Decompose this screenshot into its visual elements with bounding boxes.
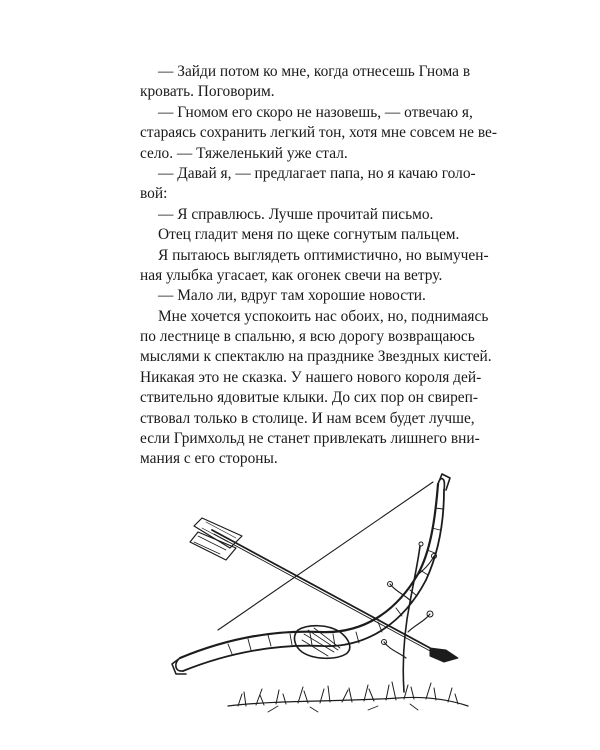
text-line: ствительно ядовитые клыки. До сих пор он свиреп-: [140, 389, 478, 407]
text-line: Я пытаюсь выглядеть оптимистично, но вымучен-: [158, 246, 489, 264]
text-line: ствовал только в столице. И нам всем будет лучше,: [140, 409, 475, 427]
text-line: — Я справлюсь. Лучше прочитай письмо.: [158, 205, 434, 223]
text-line: Мне хочется успокоить нас обоих, но, поднимаясь: [158, 307, 489, 325]
text-line: кровать. Поговорим.: [140, 83, 275, 101]
text-line: село. — Тяжеленький уже стал.: [140, 144, 348, 162]
text-line: стараясь сохранить легкий тон, хотя мне совсем не ве-: [140, 124, 497, 142]
crossbow-illustration: [168, 462, 488, 724]
text-line: по лестнице в спальню, я всю дорогу возвращаюсь: [140, 328, 475, 346]
page-body-text: [140, 62, 497, 470]
text-line: Никакая это не сказка. У нашего нового короля дей-: [140, 368, 482, 386]
text-line: мания с его стороны.: [140, 450, 278, 468]
text-line: — Давай я, — предлагает папа, но я качаю голо-: [158, 164, 476, 182]
text-line: мыслями к спектаклю на празднике Звездных кистей.: [140, 348, 492, 366]
text-line: — Зайди потом ко мне, когда отнесешь Гнома в: [158, 63, 471, 80]
text-line: если Гримхольд не станет привлекать лишнего вни-: [140, 430, 480, 448]
text-line: — Мало ли, вдруг там хорошие новости.: [158, 287, 426, 305]
text-line: вой:: [140, 185, 168, 203]
crossbow-arrow-drawing: [168, 462, 488, 724]
text-line: — Гномом его скоро не назовешь, — отвечаю я,: [158, 103, 473, 121]
text-line: Отец гладит меня по щеке согнутым пальцем.: [158, 226, 460, 244]
text-line: ная улыбка угасает, как огонек свечи на ветру.: [140, 266, 443, 284]
